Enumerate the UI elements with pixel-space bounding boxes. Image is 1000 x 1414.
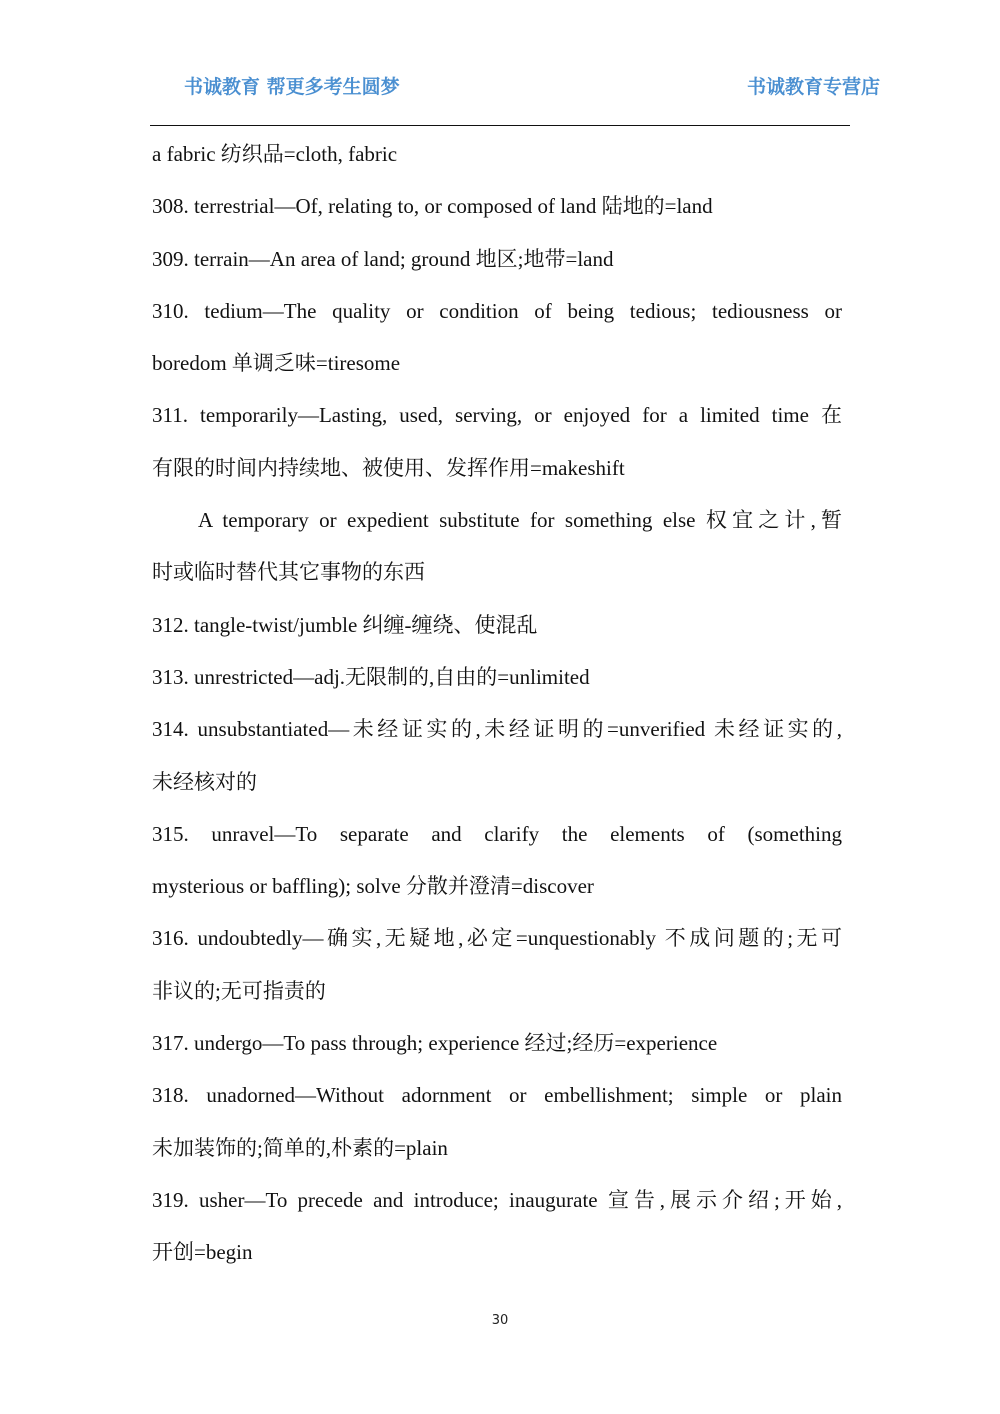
entry-318: 318. unadorned—Without adornment or embellishment; simple or plain [152,1083,842,1108]
header-store-name: 书诚教育专营店 [746,76,880,98]
entry-311-continued: 有限的时间内持续地、被使用、发挥作用=makeshift [152,455,625,480]
entry-308: 308. terrestrial—Of, relating to, or composed of land 陆地的=land [152,194,713,219]
page-number: 30 [491,1313,509,1328]
entry-311-definition: A temporary or expedient substitute for something else 权宜之计,暂 [198,508,842,533]
vocabulary-list [152,128,842,1279]
entry-315: 315. unravel—To separate and clarify the elements of (something [152,821,842,846]
entry-314-continued: 未经核对的 [152,769,257,794]
entry-311: 311. temporarily—Lasting, used, serving, or enjoyed for a limited time 在 [152,403,842,428]
text-line: a fabric 纺织品=cloth, fabric [152,142,398,166]
entry-316: 316. undoubtedly—确实,无疑地,必定=unquestionably 不成问题的;无可 [152,926,842,951]
entry-319-continued: 开创=begin [152,1240,253,1265]
entry-313: 313. unrestricted—adj.无限制的,自由的=unlimited [152,664,590,689]
entry-311-definition-continued: 时或临时替代其它事物的东西 [152,560,425,585]
entry-310-continued: boredom 单调乏味=tiresome [152,351,401,376]
entry-312: 312. tangle-twist/jumble 纠缠-缠绕、使混乱 [152,612,538,637]
entry-318-continued: 未加装饰的;简单的,朴素的=plain [152,1135,448,1160]
entry-319: 319. usher—To precede and introduce; inaugurate 宣告,展示介绍;开始, [152,1187,842,1212]
page-header [150,72,880,102]
entry-310: 310. tedium—The quality or condition of being tedious; tediousness or [152,298,842,323]
entry-314: 314. unsubstantiated—未经证实的,未经证明的=unverified 未经证实的, [152,717,842,742]
entry-315-continued: mysterious or baffling); solve 分散并澄清=discover [152,874,594,899]
entry-316-continued: 非议的;无可指责的 [152,978,326,1003]
entry-309: 309. terrain—An area of land; ground 地区;地带=land [152,246,614,271]
header-divider [150,125,850,126]
header-slogan: 书诚教育 帮更多考生圆梦 [184,76,400,98]
entry-317: 317. undergo—To pass through; experience 经过;经历=experience [152,1031,718,1056]
